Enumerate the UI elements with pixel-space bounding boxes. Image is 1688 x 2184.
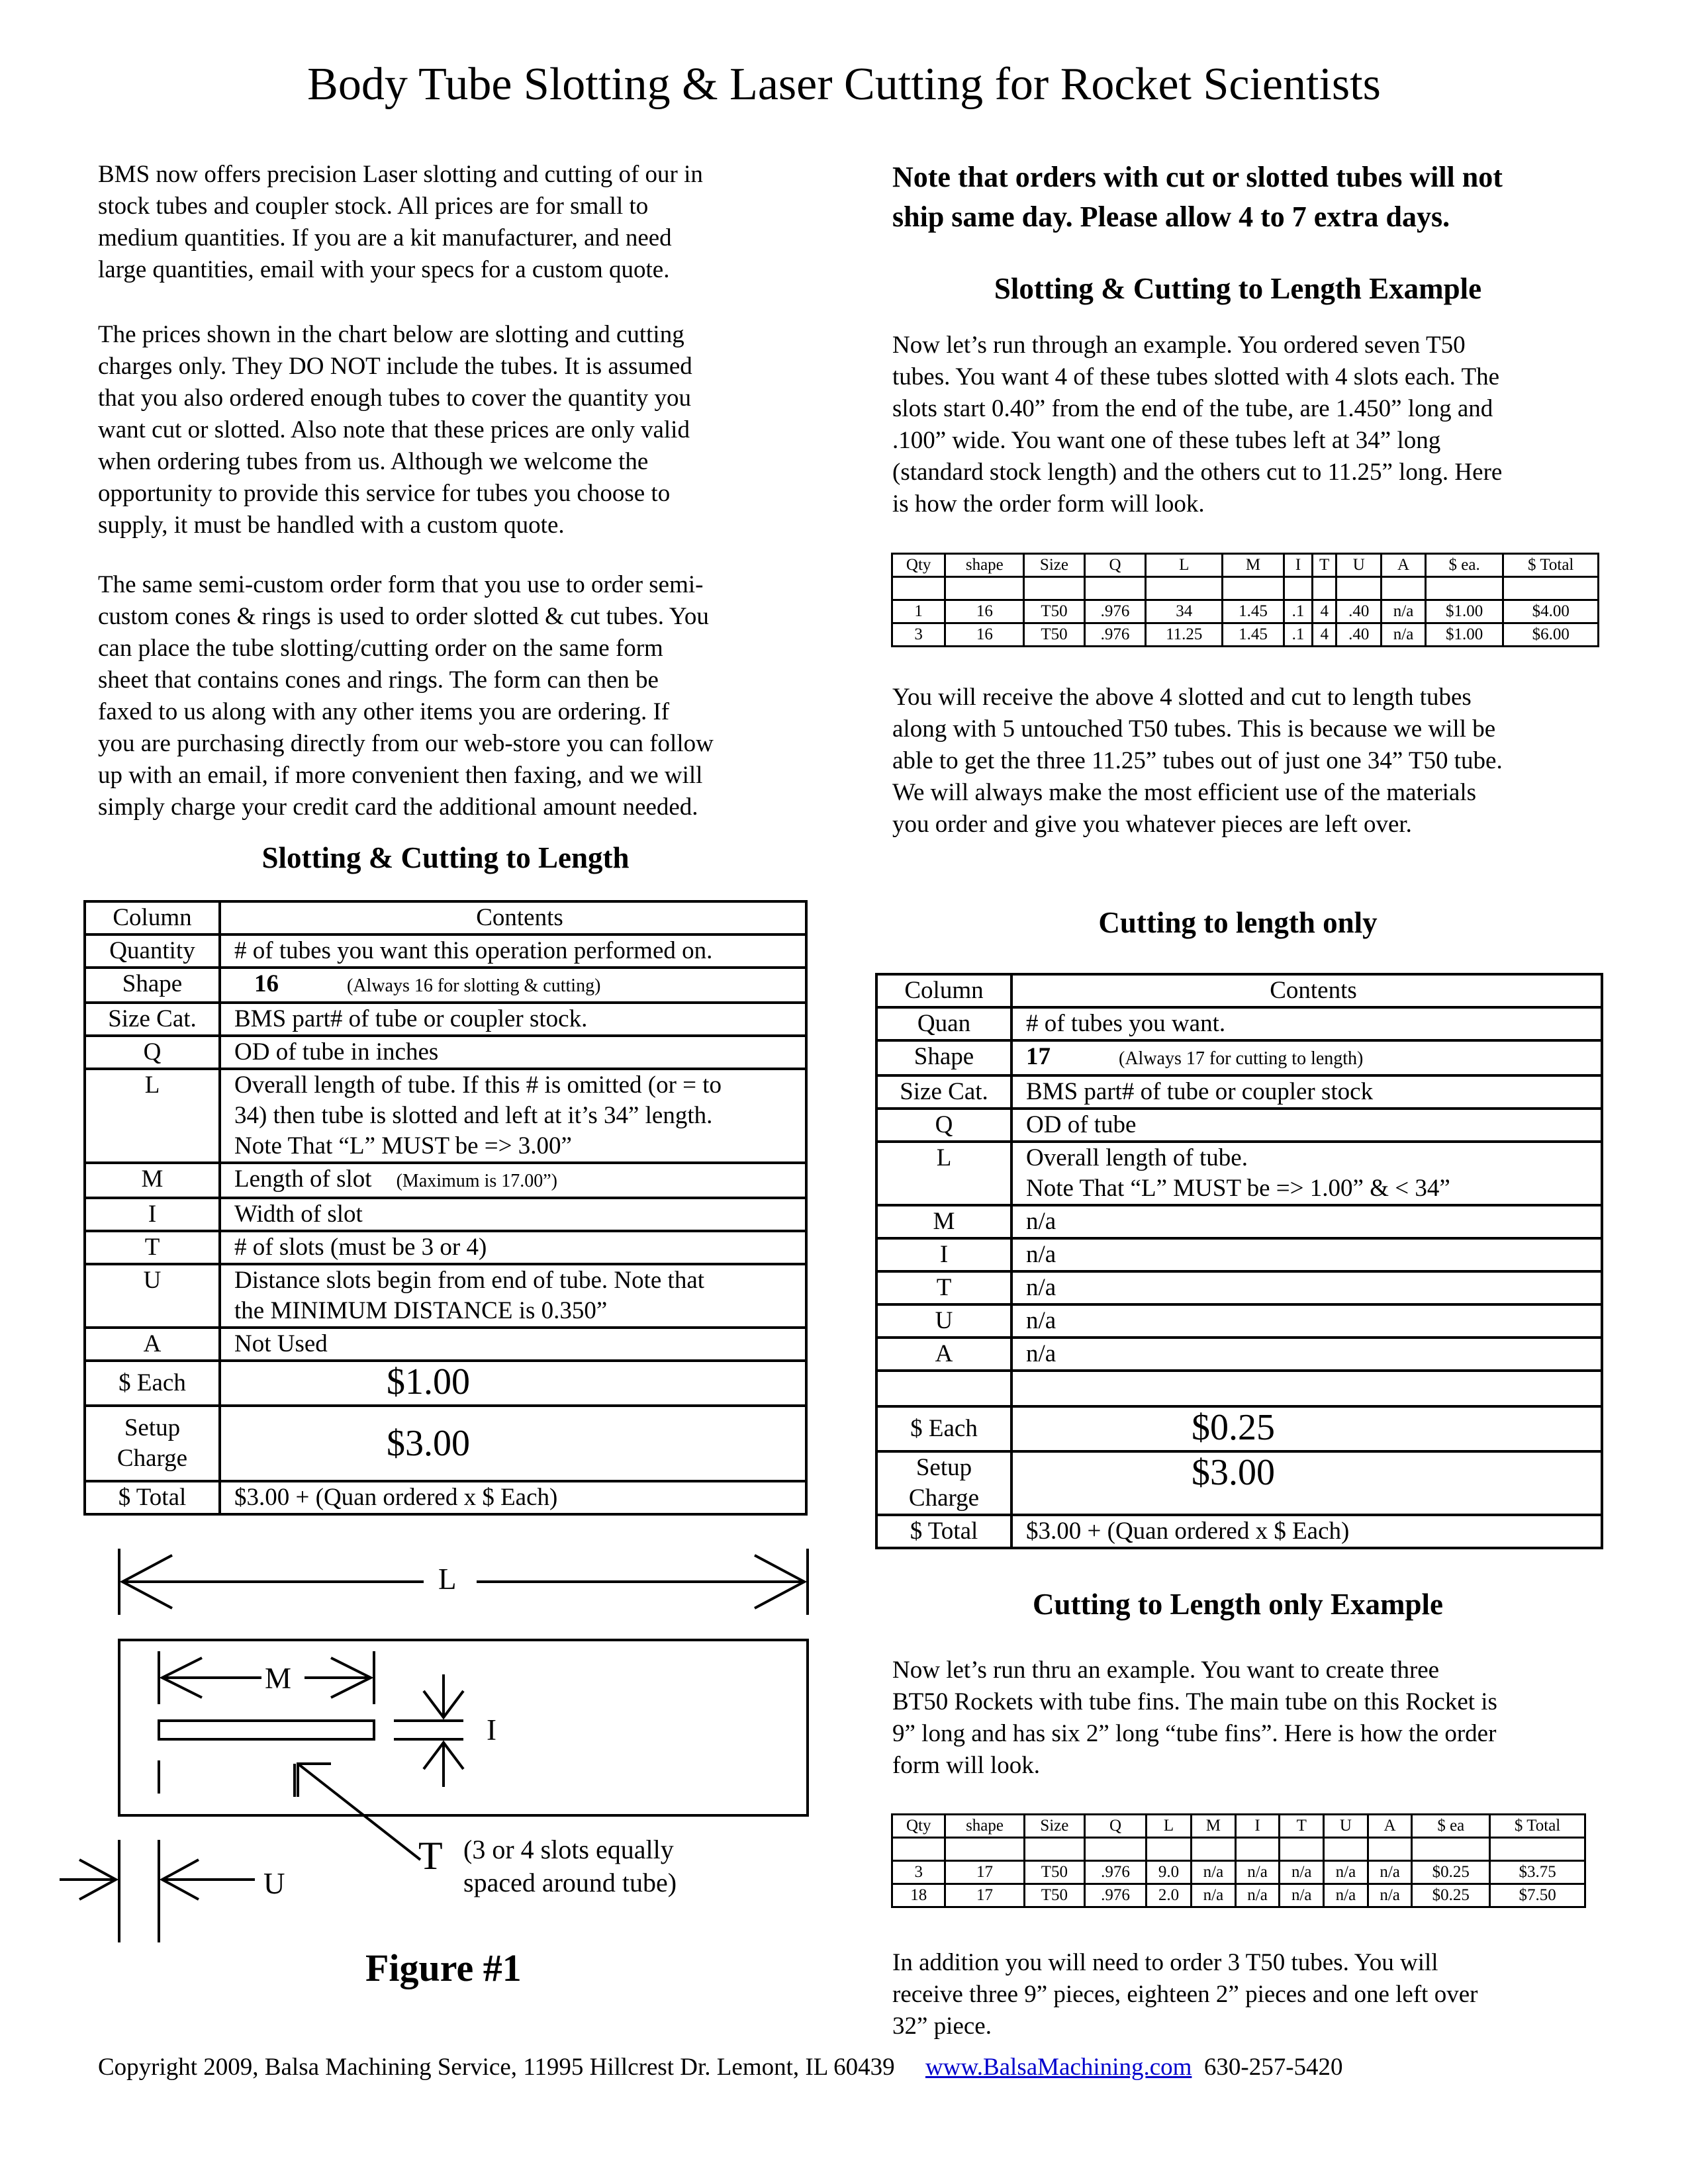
row-value: # of tubes you want. bbox=[1011, 1007, 1602, 1040]
row-label: T bbox=[876, 1271, 1011, 1304]
setup-price: $3.00 bbox=[220, 1406, 806, 1481]
row-label: Setup Charge bbox=[876, 1451, 1011, 1515]
form-header-cell: Size bbox=[1024, 554, 1084, 577]
after-example-text: You will receive the above 4 slotted and cut to length tubes along with 5 untouched T50 tubes. This is because we will be able to get the three 11.25” tubes out of just one 34” T50 tube. We will always make the most efficient use of the materials you order and give you whatever pieces are left over. bbox=[892, 684, 1503, 838]
form-cell: n/a bbox=[1280, 1884, 1324, 1907]
row-value: Width of slot bbox=[220, 1198, 806, 1231]
row-label: Setup Charge bbox=[85, 1406, 220, 1481]
form-cell: .976 bbox=[1084, 600, 1146, 623]
dim-label-l: L bbox=[438, 1563, 457, 1596]
dim-label-t: T bbox=[418, 1834, 443, 1878]
form-cell: 3 bbox=[892, 623, 945, 647]
form-row bbox=[892, 623, 1599, 647]
row-label: $ Each bbox=[85, 1361, 220, 1406]
form-header-cell: I bbox=[1284, 554, 1312, 577]
row-value: n/a bbox=[1011, 1338, 1602, 1371]
row-value: OD of tube bbox=[1011, 1109, 1602, 1142]
form-cell: 9.0 bbox=[1147, 1861, 1192, 1884]
form-header-cell: U bbox=[1324, 1815, 1368, 1838]
dim-label-i: I bbox=[487, 1713, 496, 1747]
form-blank-cell bbox=[1324, 1838, 1368, 1861]
cut-example-text: Now let’s run thru an example. You want to create three BT50 Rockets with tube fins. The main tube on this Rocket is 9” long and has six 2” long “tube fins”. Here is how the order form will look. bbox=[892, 1657, 1497, 1779]
form-blank-cell bbox=[1192, 1838, 1236, 1861]
row-label: M bbox=[876, 1205, 1011, 1238]
form-cell: 18 bbox=[892, 1884, 945, 1907]
form-cell: n/a bbox=[1280, 1861, 1324, 1884]
form-cell: $1.00 bbox=[1425, 600, 1503, 623]
row-label: L bbox=[85, 1069, 220, 1163]
row-label: I bbox=[85, 1198, 220, 1231]
form-cell: $3.75 bbox=[1490, 1861, 1585, 1884]
form-cell: 1.45 bbox=[1223, 623, 1284, 647]
cut-table-heading: Cutting to length only bbox=[1098, 906, 1378, 939]
form-cell: n/a bbox=[1192, 1861, 1236, 1884]
form-header-cell: $ Total bbox=[1503, 554, 1599, 577]
form-blank-cell bbox=[892, 577, 945, 600]
form-blank-cell bbox=[1368, 1838, 1412, 1861]
form-header-row bbox=[892, 1815, 1585, 1838]
row-value: Length of slot (Maximum is 17.00”) bbox=[220, 1163, 806, 1198]
order-form-slotting bbox=[891, 553, 1599, 647]
form-header-cell: M bbox=[1192, 1815, 1236, 1838]
each-price: $1.00 bbox=[220, 1361, 806, 1406]
form-blank-row bbox=[892, 1838, 1585, 1861]
form-cell: 2.0 bbox=[1147, 1884, 1192, 1907]
dim-label-u: U bbox=[263, 1867, 285, 1900]
form-blank-cell bbox=[1382, 577, 1426, 600]
form-cell: 17 bbox=[945, 1884, 1024, 1907]
row-label: A bbox=[85, 1328, 220, 1361]
form-cell: .976 bbox=[1085, 1884, 1147, 1907]
form-cell: $0.25 bbox=[1412, 1861, 1490, 1884]
shipping-note: Note that orders with cut or slotted tubes will not ship same day. Please allow 4 to 7 extra days. bbox=[892, 161, 1503, 233]
form-header-cell: shape bbox=[945, 554, 1024, 577]
form-cell: n/a bbox=[1382, 623, 1426, 647]
form-header-cell: Qty bbox=[892, 1815, 945, 1838]
row-label: M bbox=[85, 1163, 220, 1198]
page-title: Body Tube Slotting & Laser Cutting for Rocket Scientists bbox=[307, 59, 1381, 110]
row-label: Shape bbox=[876, 1040, 1011, 1075]
form-header-row bbox=[892, 554, 1599, 577]
row-value: # of slots (must be 3 or 4) bbox=[220, 1231, 806, 1264]
form-blank-row bbox=[892, 577, 1599, 600]
row-value: BMS part# of tube or coupler stock bbox=[1011, 1075, 1602, 1109]
form-cell: 34 bbox=[1146, 600, 1223, 623]
form-header-cell: shape bbox=[945, 1815, 1024, 1838]
form-blank-cell bbox=[1313, 577, 1336, 600]
form-cell: T50 bbox=[1024, 1884, 1085, 1907]
form-header-cell: A bbox=[1368, 1815, 1412, 1838]
row-label: $ Total bbox=[876, 1515, 1011, 1548]
form-header-cell: T bbox=[1313, 554, 1336, 577]
row-value: Not Used bbox=[220, 1328, 806, 1361]
phone-number: 630-257-5420 bbox=[1203, 2054, 1343, 2081]
cutting-spec-table bbox=[875, 973, 1603, 1549]
form-cell: 1 bbox=[892, 600, 945, 623]
slots-note: (3 or 4 slots equally spaced around tube) bbox=[463, 1835, 677, 1897]
row-value: Overall length of tube. If this # is omitted (or = to 34) then tube is slotted and left at it’s 34” length. Note That “L” MUST be => 3.00” bbox=[220, 1069, 806, 1163]
col-header: Column bbox=[85, 901, 220, 934]
form-cell: .40 bbox=[1336, 600, 1382, 623]
example-text: Now let’s run through an example. You ordered seven T50 tubes. You want 4 of these tubes slotted with 4 slots each. The slots start 0.40” from the end of the tube, are 1.450” long and .100” wide. You want one of these tubes left at 34” long (standard stock length) and the others cut to 11.25” long. Here is how the order form will look. bbox=[892, 332, 1503, 518]
form-cell: n/a bbox=[1368, 1861, 1412, 1884]
row-value: 16 (Always 16 for slotting & cutting) bbox=[220, 968, 806, 1003]
form-header-cell: $ ea. bbox=[1425, 554, 1503, 577]
empty-cell bbox=[876, 1371, 1011, 1406]
form-cell: n/a bbox=[1368, 1884, 1412, 1907]
form-blank-cell bbox=[1503, 577, 1599, 600]
form-header-cell: Q bbox=[1084, 554, 1146, 577]
form-cell: n/a bbox=[1235, 1884, 1280, 1907]
form-cell: 16 bbox=[945, 600, 1024, 623]
row-label: A bbox=[876, 1338, 1011, 1371]
form-cell: .1 bbox=[1284, 600, 1312, 623]
form-blank-cell bbox=[1336, 577, 1382, 600]
row-label: Quan bbox=[876, 1007, 1011, 1040]
row-label: T bbox=[85, 1231, 220, 1264]
form-blank-cell bbox=[945, 577, 1024, 600]
form-blank-cell bbox=[1223, 577, 1284, 600]
cut-example-heading: Cutting to Length only Example bbox=[1032, 1588, 1444, 1621]
form-cell: $4.00 bbox=[1503, 600, 1599, 623]
form-blank-cell bbox=[945, 1838, 1024, 1861]
form-cell: n/a bbox=[1382, 600, 1426, 623]
form-cell: T50 bbox=[1024, 600, 1084, 623]
form-cell: n/a bbox=[1192, 1884, 1236, 1907]
form-header-cell: A bbox=[1382, 554, 1426, 577]
form-cell: .976 bbox=[1084, 623, 1146, 647]
form-header-cell: L bbox=[1146, 554, 1223, 577]
form-cell: 4 bbox=[1313, 623, 1336, 647]
row-value: BMS part# of tube or coupler stock. bbox=[220, 1003, 806, 1036]
form-cell: T50 bbox=[1024, 623, 1084, 647]
intro-paragraph-2: The prices shown in the chart below are slotting and cutting charges only. They DO NOT include the tubes. It is assumed that you also ordered enough tubes to cover the quantity you want cut or slotted. Also note that these prices are only valid when ordering tubes from us. Although we welcome the opportunity to provide this service for tubes you choose to supply, it must be handled with a custom quote. bbox=[98, 321, 692, 539]
form-header-cell: L bbox=[1147, 1815, 1192, 1838]
form-blank-cell bbox=[1084, 577, 1146, 600]
form-cell: 1.45 bbox=[1223, 600, 1284, 623]
dim-label-m: M bbox=[265, 1662, 292, 1695]
row-value: OD of tube in inches bbox=[220, 1036, 806, 1069]
row-label: U bbox=[85, 1264, 220, 1328]
order-form-cutting bbox=[891, 1813, 1586, 1908]
form-header-cell: Q bbox=[1085, 1815, 1147, 1838]
row-label: Size Cat. bbox=[85, 1003, 220, 1036]
form-cell: 3 bbox=[892, 1861, 945, 1884]
final-text: In addition you will need to order 3 T50 tubes. You will receive three 9” pieces, eighteen 2” pieces and one left over 32” piece. bbox=[892, 1949, 1478, 2040]
form-cell: $6.00 bbox=[1503, 623, 1599, 647]
form-blank-cell bbox=[1147, 1838, 1192, 1861]
row-value: $3.00 + (Quan ordered x $ Each) bbox=[220, 1481, 806, 1514]
form-cell: n/a bbox=[1235, 1861, 1280, 1884]
form-cell: .40 bbox=[1336, 623, 1382, 647]
row-label: U bbox=[876, 1304, 1011, 1338]
row-label: Q bbox=[876, 1109, 1011, 1142]
form-blank-cell bbox=[1284, 577, 1312, 600]
form-cell: .1 bbox=[1284, 623, 1312, 647]
form-header-cell: T bbox=[1280, 1815, 1324, 1838]
form-cell: 16 bbox=[945, 623, 1024, 647]
form-header-cell: $ ea bbox=[1412, 1815, 1490, 1838]
row-value: n/a bbox=[1011, 1304, 1602, 1338]
example-heading: Slotting & Cutting to Length Example bbox=[994, 272, 1482, 305]
row-label: Shape bbox=[85, 968, 220, 1003]
footer bbox=[98, 2052, 1343, 2083]
figure-caption: Figure #1 bbox=[365, 1946, 522, 1989]
form-blank-cell bbox=[1280, 1838, 1324, 1861]
form-blank-cell bbox=[1490, 1838, 1585, 1861]
form-cell: $7.50 bbox=[1490, 1884, 1585, 1907]
intro-paragraph-1: BMS now offers precision Laser slotting and cutting of our in stock tubes and coupler stock. All prices are for small to medium quantities. If you are a kit manufacturer, and need large quantities, email with your specs for a custom quote. bbox=[98, 161, 703, 283]
form-cell: 11.25 bbox=[1146, 623, 1223, 647]
form-row bbox=[892, 600, 1599, 623]
row-value: n/a bbox=[1011, 1271, 1602, 1304]
row-label: Q bbox=[85, 1036, 220, 1069]
row-label: $ Each bbox=[876, 1406, 1011, 1451]
each-price: $0.25 bbox=[1011, 1406, 1602, 1451]
form-blank-cell bbox=[892, 1838, 945, 1861]
copyright-text: Copyright 2009, Balsa Machining Service, 11995 Hillcrest Dr. Lemont, IL 60439 bbox=[98, 2054, 895, 2081]
form-header-cell: M bbox=[1223, 554, 1284, 577]
row-label: Quantity bbox=[85, 934, 220, 968]
row-label: $ Total bbox=[85, 1481, 220, 1514]
form-header-cell: I bbox=[1235, 1815, 1280, 1838]
row-value: 17 (Always 17 for cutting to length) bbox=[1011, 1040, 1602, 1075]
form-cell: T50 bbox=[1024, 1861, 1085, 1884]
form-cell: $1.00 bbox=[1425, 623, 1503, 647]
row-value: $3.00 + (Quan ordered x $ Each) bbox=[1011, 1515, 1602, 1548]
intro-paragraph-3: The same semi-custom order form that you use to order semi- custom cones & rings is used to order slotted & cut tubes. You can place the tube slotting/cutting order on the same form sheet that contains cones and rings. The form can then be faxed to us along with any other items you are ordering. If you are purchasing directly from our web-store you can follow up with an email, if more convenient then faxing, and we will simply charge your credit card the additional amount needed. bbox=[98, 571, 714, 821]
form-blank-cell bbox=[1146, 577, 1223, 600]
contents-header: Contents bbox=[220, 901, 806, 934]
form-cell: n/a bbox=[1324, 1884, 1368, 1907]
form-cell: 4 bbox=[1313, 600, 1336, 623]
form-blank-cell bbox=[1425, 577, 1503, 600]
form-header-cell: $ Total bbox=[1490, 1815, 1585, 1838]
row-value: n/a bbox=[1011, 1238, 1602, 1271]
row-value: Overall length of tube. Note That “L” MUST be => 1.00” & < 34” bbox=[1011, 1142, 1602, 1205]
form-cell: n/a bbox=[1324, 1861, 1368, 1884]
row-label: L bbox=[876, 1142, 1011, 1205]
form-header-cell: Qty bbox=[892, 554, 945, 577]
form-blank-cell bbox=[1235, 1838, 1280, 1861]
form-header-cell: Size bbox=[1024, 1815, 1085, 1838]
form-cell: .976 bbox=[1085, 1861, 1147, 1884]
form-blank-cell bbox=[1412, 1838, 1490, 1861]
contents-header: Contents bbox=[1011, 974, 1602, 1007]
website-link[interactable]: www.BalsaMachining.com bbox=[925, 2054, 1192, 2081]
row-value: n/a bbox=[1011, 1205, 1602, 1238]
row-value: Distance slots begin from end of tube. Note that the MINIMUM DISTANCE is 0.350” bbox=[220, 1264, 806, 1328]
form-blank-cell bbox=[1024, 1838, 1085, 1861]
row-label: Size Cat. bbox=[876, 1075, 1011, 1109]
form-row bbox=[892, 1884, 1585, 1907]
slotting-table-heading: Slotting & Cutting to Length bbox=[261, 841, 630, 874]
form-blank-cell bbox=[1085, 1838, 1147, 1861]
row-label: I bbox=[876, 1238, 1011, 1271]
form-cell: $0.25 bbox=[1412, 1884, 1490, 1907]
form-blank-cell bbox=[1024, 577, 1084, 600]
empty-cell bbox=[1011, 1371, 1602, 1406]
form-row bbox=[892, 1861, 1585, 1884]
setup-price: $3.00 bbox=[1011, 1451, 1602, 1515]
row-value: # of tubes you want this operation performed on. bbox=[220, 934, 806, 968]
col-header: Column bbox=[876, 974, 1011, 1007]
form-cell: 17 bbox=[945, 1861, 1024, 1884]
form-header-cell: U bbox=[1336, 554, 1382, 577]
